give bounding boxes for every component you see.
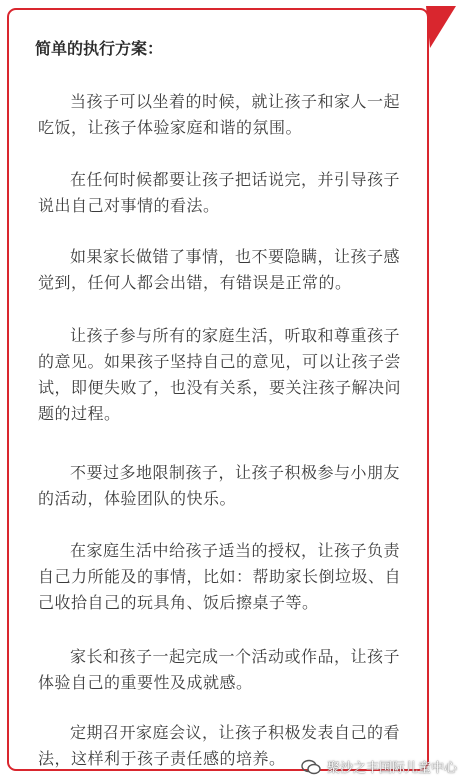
- wechat-icon: [301, 759, 321, 775]
- paragraph: 当孩子可以坐着的时候，就让孩子和家人一起吃饭，让孩子体验家庭和谐的氛围。: [38, 92, 401, 137]
- paragraph: 如果家长做错了事情，也不要隐瞒，让孩子感觉到，任何人都会出错，有错误是正常的。: [38, 247, 401, 292]
- corner-ribbon-icon: [426, 6, 456, 48]
- paragraph: 在家庭生活中给孩子适当的授权，让孩子负责自己力所能及的事情，比如：帮助家长倒垃圾、自己收拾自己的玩具角、饭后擦桌子等。: [38, 541, 402, 612]
- paragraph: 在任何时候都要让孩子把话说完，并引导孩子说出自己对事情的看法。: [38, 170, 401, 215]
- watermark: [301, 757, 457, 776]
- watermark-text: 聚沙之丰国际儿童中心: [326, 761, 457, 776]
- paragraph: 定期召开家庭会议，让孩子积极发表自己的看法，这样利于孩子责任感的培养。: [38, 723, 401, 768]
- paragraph: 不要过多地限制孩子，让孩子积极参与小朋友的活动，体验团队的快乐。: [38, 463, 401, 508]
- section-heading: 简单的执行方案：: [35, 39, 164, 58]
- paragraph: 让孩子参与所有的家庭生活，听取和尊重孩子的意见。如果孩子坚持自己的意见，可以让孩子尝试，即便失败了，也没有关系，要关注孩子解决问题的过程。: [38, 326, 402, 423]
- paragraph: 家长和孩子一起完成一个活动或作品，让孩子体验自己的重要性及成就感。: [38, 647, 401, 692]
